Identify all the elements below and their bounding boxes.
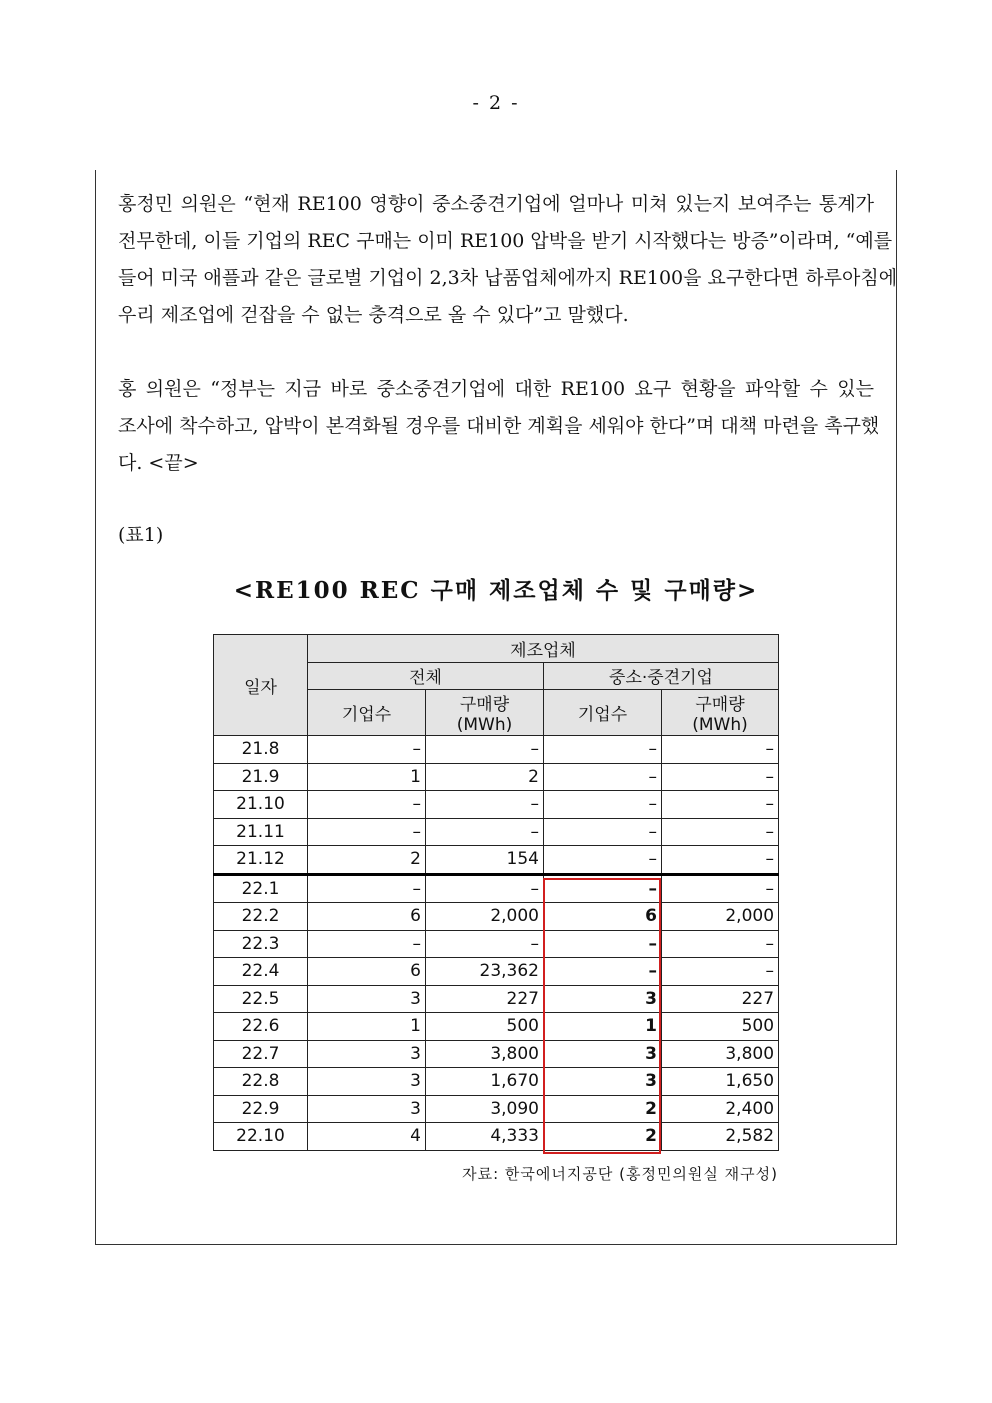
cell-date: 22.5 (214, 985, 308, 1013)
table-row (214, 818, 779, 846)
cell-sme-amount: – (662, 818, 779, 846)
cell-sme-count: – (544, 736, 662, 764)
page-number: - 2 - (472, 92, 520, 114)
cell-sme-amount: 500 (662, 1013, 779, 1041)
cell-total-count: – (308, 736, 426, 764)
table-row (214, 763, 779, 791)
cell-sme-count: – (544, 846, 662, 875)
header-amount-line1: 구매량 (459, 695, 510, 715)
cell-sme-amount: 2,400 (662, 1095, 779, 1123)
cell-sme-amount: – (662, 958, 779, 986)
cell-total-count: 3 (308, 1095, 426, 1123)
cell-date: 22.10 (214, 1123, 308, 1151)
cell-total-count: 3 (308, 985, 426, 1013)
cell-total-count: – (308, 930, 426, 958)
cell-date: 22.8 (214, 1068, 308, 1096)
cell-sme-amount: 2,000 (662, 903, 779, 931)
cell-sme-count: 6 (544, 903, 662, 931)
cell-total-amount: – (426, 736, 544, 764)
header-amount-line2: (MWh) (692, 715, 748, 735)
cell-total-amount: 227 (426, 985, 544, 1013)
header-total-amount (426, 690, 544, 736)
cell-sme-amount: – (662, 930, 779, 958)
paragraph-2 (118, 371, 880, 482)
cell-sme-amount: 227 (662, 985, 779, 1013)
paragraph-line: 다. <끝> (118, 452, 199, 474)
cell-sme-count: – (544, 958, 662, 986)
header-date: 일자 (214, 635, 308, 736)
table-row (214, 791, 779, 819)
cell-total-amount: – (426, 930, 544, 958)
cell-total-amount: – (426, 818, 544, 846)
cell-date: 21.8 (214, 736, 308, 764)
cell-date: 22.2 (214, 903, 308, 931)
cell-total-amount: 23,362 (426, 958, 544, 986)
cell-total-count: 1 (308, 763, 426, 791)
paragraph-line: 홍정민 의원은 “현재 RE100 영향이 중소중견기업에 얼마나 미쳐 있는지 보여주는 통계가 (118, 193, 874, 215)
cell-total-amount: 154 (426, 846, 544, 875)
cell-sme-count: 3 (544, 985, 662, 1013)
cell-total-amount: – (426, 874, 544, 903)
cell-total-count: 6 (308, 903, 426, 931)
paragraph-line: 전무한데, 이들 기업의 REC 구매는 이미 RE100 압박을 받기 시작했다는 방증”이라며, “예를 (118, 230, 893, 252)
table-row (214, 958, 779, 986)
paragraph-line: 홍 의원은 “정부는 지금 바로 중소중견기업에 대한 RE100 요구 현황을 파악할 수 있는 (118, 378, 874, 400)
rec-purchase-table (213, 634, 779, 1151)
paragraph-line: 조사에 착수하고, 압박이 본격화될 경우를 대비한 계획을 세워야 한다”며 대책 마련을 촉구했 (118, 415, 880, 437)
cell-total-amount: 2 (426, 763, 544, 791)
header-sme: 중소·중견기업 (544, 662, 779, 690)
cell-total-count: 3 (308, 1068, 426, 1096)
table-row (214, 1040, 779, 1068)
cell-total-amount: 3,800 (426, 1040, 544, 1068)
cell-date: 22.6 (214, 1013, 308, 1041)
cell-sme-count: 1 (544, 1013, 662, 1041)
cell-sme-count: – (544, 818, 662, 846)
table-row (214, 1068, 779, 1096)
cell-date: 22.7 (214, 1040, 308, 1068)
cell-total-amount: 2,000 (426, 903, 544, 931)
cell-date: 21.9 (214, 763, 308, 791)
header-total-count: 기업수 (308, 690, 426, 736)
paragraph-line: 우리 제조업에 걷잡을 수 없는 충격으로 올 수 있다”고 말했다. (118, 304, 629, 326)
cell-total-count: – (308, 791, 426, 819)
cell-sme-count: 3 (544, 1040, 662, 1068)
table-row (214, 1013, 779, 1041)
cell-total-amount: 500 (426, 1013, 544, 1041)
cell-sme-count: – (544, 930, 662, 958)
cell-total-count: 4 (308, 1123, 426, 1151)
cell-total-amount: – (426, 791, 544, 819)
cell-sme-amount: 2,582 (662, 1123, 779, 1151)
header-manufacturers: 제조업체 (308, 635, 779, 663)
cell-sme-amount: – (662, 791, 779, 819)
table-row (214, 846, 779, 875)
table-row (214, 1123, 779, 1151)
cell-sme-count: – (544, 791, 662, 819)
table-title: <RE100 REC 구매 제조업체 수 및 구매량> (233, 577, 759, 604)
table-row (214, 1095, 779, 1123)
table-row (214, 874, 779, 903)
cell-total-count: 3 (308, 1040, 426, 1068)
header-sme-count: 기업수 (544, 690, 662, 736)
table-row (214, 736, 779, 764)
cell-date: 21.12 (214, 846, 308, 875)
cell-total-amount: 3,090 (426, 1095, 544, 1123)
cell-date: 22.1 (214, 874, 308, 903)
cell-sme-amount: – (662, 736, 779, 764)
source-note: 자료: 한국에너지공단 (홍정민의원실 재구성) (462, 1165, 778, 1183)
cell-sme-amount: 1,650 (662, 1068, 779, 1096)
cell-sme-count: 3 (544, 1068, 662, 1096)
cell-total-count: – (308, 874, 426, 903)
header-total: 전체 (308, 662, 544, 690)
cell-date: 22.4 (214, 958, 308, 986)
table-body (214, 736, 779, 1151)
cell-sme-amount: – (662, 846, 779, 875)
table-row (214, 985, 779, 1013)
cell-total-amount: 4,333 (426, 1123, 544, 1151)
cell-date: 21.10 (214, 791, 308, 819)
cell-sme-count: 2 (544, 1095, 662, 1123)
cell-sme-count: – (544, 874, 662, 903)
table-row (214, 903, 779, 931)
header-sme-amount (662, 690, 779, 736)
cell-date: 22.9 (214, 1095, 308, 1123)
paragraph-line: 들어 미국 애플과 같은 글로벌 기업이 2,3차 납품업체에까지 RE100을 요구한다면 하루아침에 (118, 267, 898, 289)
cell-date: 21.11 (214, 818, 308, 846)
cell-total-amount: 1,670 (426, 1068, 544, 1096)
cell-total-count: 1 (308, 1013, 426, 1041)
header-amount-line2: (MWh) (456, 715, 513, 735)
cell-date: 22.3 (214, 930, 308, 958)
cell-total-count: 2 (308, 846, 426, 875)
cell-total-count: – (308, 818, 426, 846)
paragraph-1 (118, 186, 898, 334)
cell-sme-amount: – (662, 874, 779, 903)
header-amount-line1: 구매량 (695, 695, 745, 715)
cell-total-count: 6 (308, 958, 426, 986)
table-row (214, 930, 779, 958)
cell-sme-count: 2 (544, 1123, 662, 1151)
cell-sme-amount: 3,800 (662, 1040, 779, 1068)
table-label: (표1) (118, 524, 164, 546)
cell-sme-amount: – (662, 763, 779, 791)
cell-sme-count: – (544, 763, 662, 791)
